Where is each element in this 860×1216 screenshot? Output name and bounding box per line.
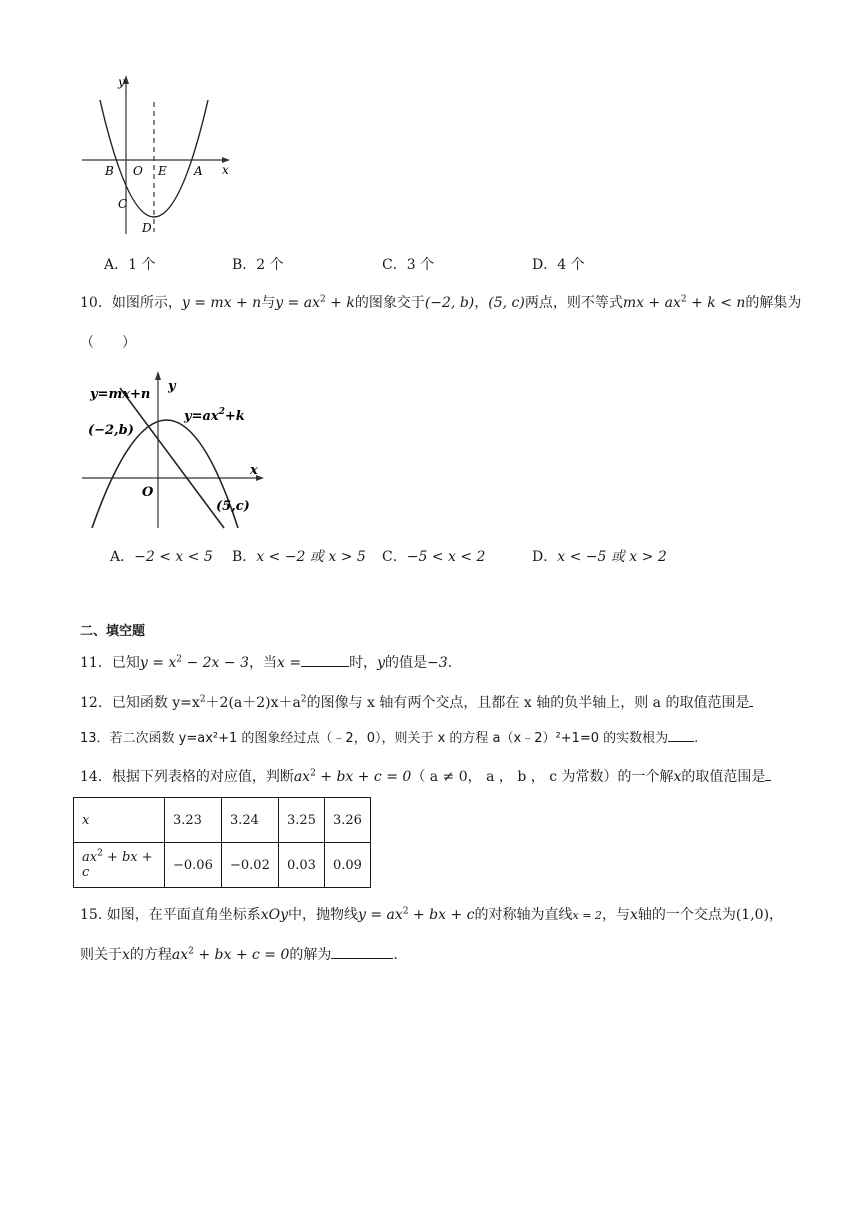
table-head-x: x: [74, 798, 165, 843]
point-5-c-label: (5,c): [216, 499, 250, 514]
y-axis-label: y: [118, 75, 125, 89]
q15-answer-blank[interactable]: [331, 944, 393, 959]
q14-question: 14．根据下列表格的对应值，判断$ax^2$ + bx + c = 0（ a ≠ 0， a ， b ， c 为常数）的一个解x的取值范围是: [80, 766, 771, 786]
line-label: y=mx+n: [90, 387, 151, 402]
q10-answer-paren: （ ）: [80, 335, 136, 351]
q12-answer-blank[interactable]: [749, 692, 753, 707]
parabola-label: $y=ax^2+k$: [184, 407, 245, 424]
point-a-label: A: [194, 164, 203, 178]
q14-values-table: [73, 797, 371, 888]
q14-answer-blank[interactable]: [765, 766, 771, 781]
x-axis-label: x: [222, 163, 229, 177]
q12-question: 12．已知函数 $y=x^2+2(a+2)x+a^2$的图像与 x 轴有两个交点，且都在 x 轴的负半轴上，则 a 的取值范围是: [80, 692, 753, 712]
q10-option-c[interactable]: C．−5 < x < 2: [382, 549, 486, 565]
q9-parabola-graph: [78, 72, 238, 240]
point-d-label: D: [142, 221, 152, 235]
origin-label: O: [133, 164, 143, 178]
q15-question-line2: 则关于x的方程$ax^2$ + bx + c = 0的解为 .: [80, 944, 398, 964]
table-head-expression: $ax^2$ + bx + c: [74, 843, 165, 888]
q10-option-b[interactable]: B．x < −2 或 x > 5: [232, 549, 366, 565]
origin-label: O: [142, 485, 154, 500]
q9-option-c[interactable]: C．3 个: [382, 257, 435, 273]
point-b-label: B: [105, 164, 114, 178]
point-minus2-b-label: (−2,b): [88, 423, 134, 438]
point-e-label: E: [158, 164, 167, 178]
table-cell: 0.03: [279, 843, 325, 888]
table-cell: 3.26: [324, 798, 370, 843]
table-cell: −0.02: [222, 843, 279, 888]
q13-question: 13．若二次函数 y=ax²+1 的图象经过点（﹣2，0），则关于 x 的方程 a（x﹣2）²+1=0 的实数根为 .: [80, 727, 698, 746]
q10-option-d[interactable]: D．x < −5 或 x > 2: [532, 549, 667, 565]
q9-option-d[interactable]: D．4 个: [532, 257, 585, 273]
section-heading-fill-in: 二、填空题: [80, 624, 146, 639]
q9-option-b[interactable]: B．2 个: [232, 257, 284, 273]
table-cell: 0.09: [324, 843, 370, 888]
q11-question: 11．已知$y = x^2 - 2x - 3$，当x = 时，y的值是−3.: [80, 652, 452, 672]
q9-option-a[interactable]: A．1 个: [104, 257, 156, 273]
table-row: [74, 843, 371, 888]
table-cell: 3.25: [279, 798, 325, 843]
q10-question: 10．如图所示，y = mx + n与$y = ax^2 + k$的图象交于(−2, b)，(5, c)两点，则不等式mx + $ax^2 + k < n$的解集为: [80, 294, 802, 311]
table-row: [74, 798, 371, 843]
x-axis-label: x: [250, 463, 258, 478]
table-cell: 3.23: [165, 798, 222, 843]
q11-answer-blank[interactable]: [301, 652, 349, 667]
point-c-label: C: [118, 197, 128, 211]
q10-option-a[interactable]: A．−2 < x < 5: [110, 549, 213, 565]
q13-answer-blank[interactable]: [668, 727, 694, 742]
table-cell: −0.06: [165, 843, 222, 888]
y-axis-label: y: [168, 379, 176, 394]
q10-graph: [80, 368, 270, 530]
table-cell: 3.24: [222, 798, 279, 843]
q15-question-line1: 15. 如图，在平面直角坐标系xOy中，抛物线$y = ax^2$ + bx + c的对称轴为直线x = 2，与x轴的一个交点为(1,0)，: [80, 906, 784, 923]
